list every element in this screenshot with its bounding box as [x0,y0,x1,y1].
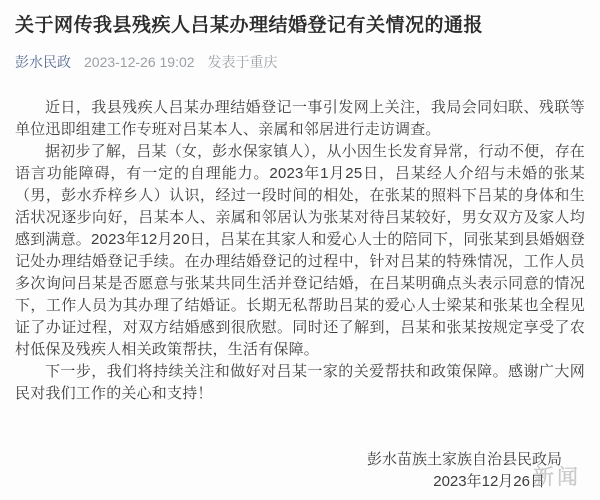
watermark: 新闻 [533,466,581,489]
byline [15,53,585,71]
signature-org: 彭水苗族土家族自治县民政局 [366,451,562,468]
signature-date [15,466,585,493]
signature-date-text: 2023年12月26日 [433,473,545,490]
account-name-link[interactable]: 彭水民政 [15,54,71,70]
article-paragraph: 据初步了解，吕某（女，彭水保家镇人），从小因生长发育异常，行动不便，存在语言功能障碍，有一定的自理能力。2023年1月25日，吕某经人介绍与未婚的张某（男，彭水乔梓乡人）认识，经过一段时间的相处，在张某的照料下吕某的身体和生活状况逐步向好，吕某本人、亲属和邻居认为张某对待吕某较好，男女双方及家人均感到满意。2023年12月20日，吕某在其家人和爱心人士的陪同下，同张某到县婚姻登记处办理结婚登记手续。在办理结婚登记的过程中，针对吕某的特殊情况，工作人员多次询问吕某是否愿意与张某共同生活并登记结婚，在吕某明确点头表示同意的情况下，工作人员为其办理了结婚证。长期无私帮助吕某的爱心人士梁某和张某也全程见证了办证过程，对双方结婚感到很欣慰。同时还了解到，吕某和张某按规定享受了农村低保及残疾人相关政策帮扶，生活有保障。 [15,143,585,358]
article-paragraph: 近日，我县残疾人吕某办理结婚登记一事引发网上关注，我局会同妇联、残联等单位迅即组建工作专班对吕某本人、亲属和邻居进行走访调查。 [15,99,585,138]
article-title: 关于网传我县残疾人吕某办理结婚登记有关情况的通报 [15,15,484,36]
article-paragraph: 下一步，我们将持续关注和做好对吕某一家的关爱帮扶和政策保障。感谢广大网民对我们工作的关心和支持！ [15,363,585,402]
article-body [15,97,585,405]
signature-block [15,449,585,493]
publish-location: 发表于重庆 [207,54,278,70]
publish-datetime: 2023-12-26 19:02 [84,54,195,70]
